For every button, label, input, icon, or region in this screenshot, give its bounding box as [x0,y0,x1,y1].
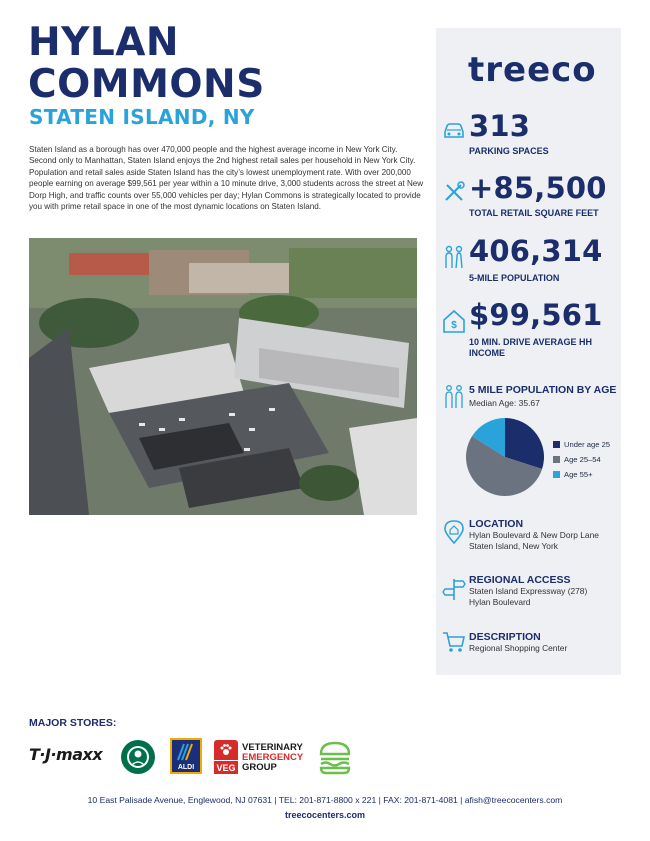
income-value: $99,561 [469,298,603,332]
treeco-logo: treeco [468,50,597,90]
family-icon [441,384,467,410]
income-label: 10 MIN. DRIVE AVERAGE HH INCOME [469,337,593,358]
paw-icon [219,743,233,757]
shopping-cart-icon [441,629,467,655]
legend-label: Age 55+ [564,470,593,479]
people-icon [441,244,467,270]
access-line-2: Hylan Boulevard [469,597,531,608]
access-title: REGIONAL ACCESS [469,574,571,586]
legend-item [553,437,610,452]
legend-swatch [553,471,560,478]
access-text [469,586,614,609]
location-text [469,530,614,553]
intro-paragraph: Staten Island as a borough has over 470,000 people and the highest average income in New York City. Second only to Manhattan, Staten Island enjoys the 2nd highest retail sales per household in New York City. Population and retail sales aside Staten Island has the city’s lowest unemployment rate. With over 200,000 people earning on average $99,561 per year within a 10 minute drive, 3,000 students across the street at New Dorp High, and traffic counts over 55,000 vehicles per day; Hylan Commons is strategically located to provide you with prime retail space in one of the most dynamic locations on Staten Island. [29,145,424,212]
age-legend [553,437,610,482]
tjmaxx-logo: T·J·maxx [29,745,103,764]
age-pie-chart [465,417,545,497]
location-line-2: Staten Island, New York [469,541,558,552]
description-title: DESCRIPTION [469,631,541,643]
car-icon [441,117,467,143]
retail-sqft-label: TOTAL RETAIL SQUARE FEET [469,208,599,218]
population-value: 406,314 [469,234,603,268]
parking-label: PARKING SPACES [469,146,549,156]
legend-label: Age 25–54 [564,455,601,464]
population-label: 5-MILE POPULATION [469,273,560,283]
veg-name [242,743,303,773]
house-dollar-icon [441,308,467,334]
location-title: LOCATION [469,518,524,530]
legend-swatch [553,441,560,448]
aerial-photo [29,238,417,515]
location-pin-icon [441,519,467,545]
title-line-2: COMMONS [28,62,265,107]
access-line-1: Staten Island Expressway (278) [469,586,588,596]
legend-item [553,452,610,467]
aldi-logo [170,738,202,774]
age-chart-title: 5 MILE POPULATION BY AGE [469,384,617,396]
legend-label: Under age 25 [564,440,611,449]
parking-value: 313 [469,109,531,143]
starbucks-logo [120,739,156,775]
veg-line-2: EMERGENCY [242,752,304,763]
legend-item [553,467,610,482]
footer-website[interactable]: treecocenters.com [284,810,366,820]
veg-line-1: VETERINARY [242,742,303,753]
major-stores-title: MAJOR STORES: [29,717,117,729]
veg-badge-text: VEG [214,760,238,774]
tools-icon [441,179,467,205]
veg-logo [214,740,238,774]
page-title [28,22,408,106]
location-line-1: Hylan Boulevard & New Dorp Lane [469,530,599,540]
median-age: Median Age: 35.67 [469,398,540,408]
legend-swatch [553,456,560,463]
svg-text:$: $ [451,320,457,331]
description-text: Regional Shopping Center [469,643,568,653]
signpost-icon [441,576,467,602]
veg-line-3: GROUP [242,762,277,773]
page-subtitle: STATEN ISLAND, NY [29,105,255,129]
burger-logo [318,740,352,776]
title-line-1: HYLAN [28,20,180,65]
footer-contact: 10 East Palisade Avenue, Englewood, NJ 07631 | TEL: 201-871-8800 x 221 | FAX: 201-871-4081 | afish@treecocenters.com [87,795,563,805]
retail-sqft-value: +85,500 [469,171,607,205]
aldi-text: ALDI [177,764,195,771]
